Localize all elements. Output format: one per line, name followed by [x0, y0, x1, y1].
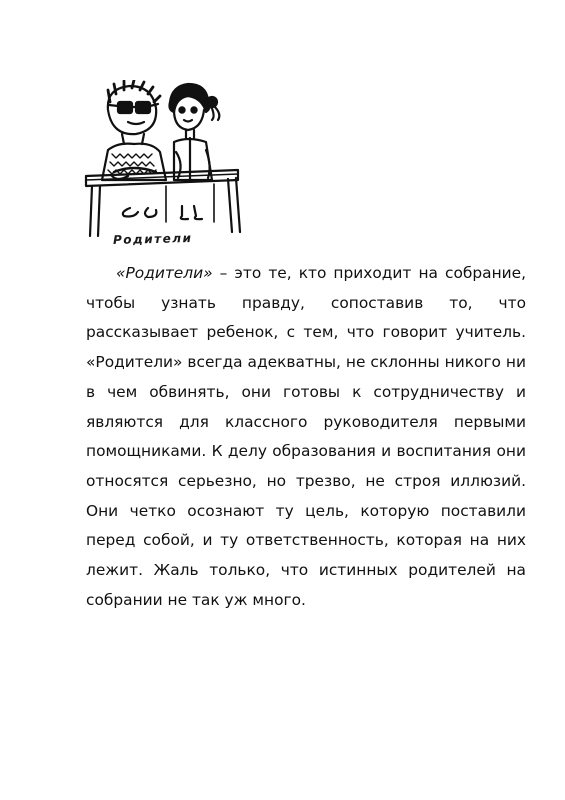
- article-paragraph: [86, 259, 526, 615]
- term-highlight: «Родители»: [116, 264, 213, 282]
- father-figure: [102, 80, 166, 180]
- mother-figure: [170, 84, 220, 180]
- article-body: – это те, кто приходит на собрание, чтобы узнать правду, сопоставив то, что рассказывает ребенок, с тем, что говорит учитель. «Родители» всегда адекватны, не склонны никого ни в чем обвинять, они готовы к сотрудничеству и являются для классного руководителя первыми помощниками. К делу образования и воспитания они относятся серьезно, но трезво, не строя иллюзий. Они четко осознают ту цель, которую поставили перед собой, и ту ответственность, которая на них лежит. Жаль только, что истинных родителей на собрании не так уж много.: [86, 264, 526, 609]
- illustration-caption: Родители: [112, 230, 193, 248]
